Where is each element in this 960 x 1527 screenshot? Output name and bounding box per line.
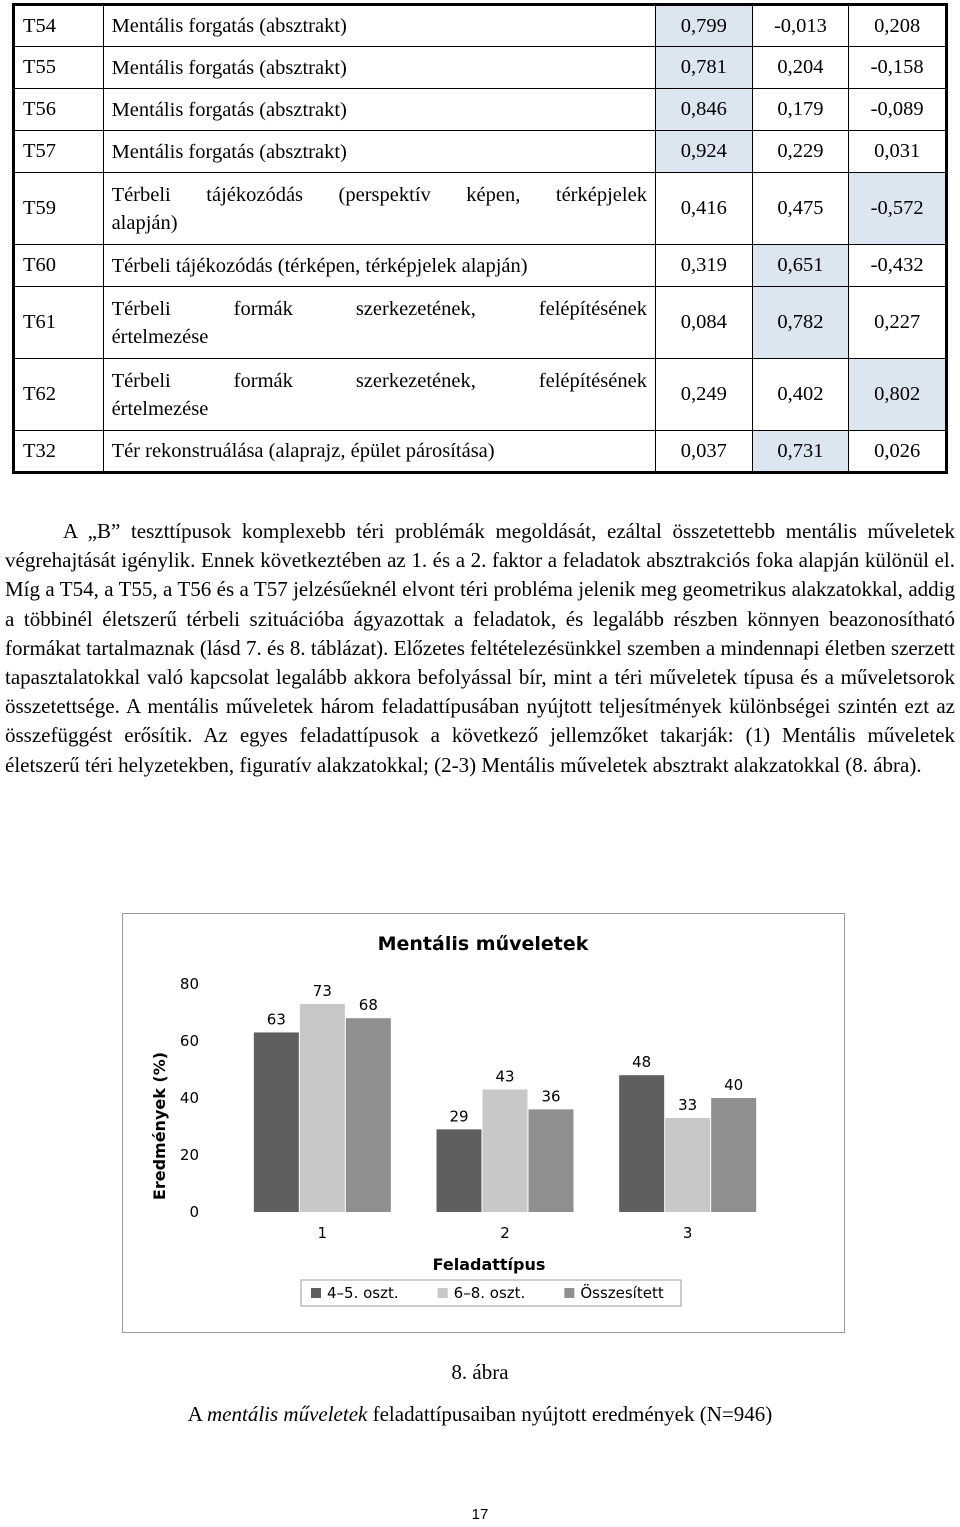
factor-loading-3: -0,158 [849, 47, 947, 89]
factor-loading-3: -0,572 [849, 173, 947, 245]
task-code: T32 [14, 431, 104, 473]
factor-loading-3: 0,208 [849, 5, 947, 47]
data-label: 33 [678, 1095, 698, 1114]
factor-loading-2: 0,731 [752, 431, 849, 473]
legend-swatch [564, 1288, 574, 1298]
caption-pre: A [187, 1402, 207, 1426]
task-description-line: értelmezése [111, 397, 209, 420]
task-code: T56 [14, 89, 104, 131]
task-description-line: értelmezése [111, 325, 209, 348]
x-axis-label: Feladattípus [432, 1255, 546, 1274]
task-description [103, 287, 655, 359]
bar-chart-svg [123, 914, 844, 1332]
data-label: 48 [632, 1053, 652, 1072]
task-description [103, 359, 655, 431]
caption-post: feladattípusaiban nyújtott eredmények (N=946) [367, 1402, 773, 1426]
table-row [14, 245, 947, 287]
table-row [14, 5, 947, 47]
bar-chart [122, 913, 845, 1333]
task-description-line: alapján) [111, 211, 178, 234]
factor-loading-2: 0,179 [752, 89, 849, 131]
table-row [14, 131, 947, 173]
task-code: T60 [14, 245, 104, 287]
legend-entry: Összesített [580, 1284, 664, 1302]
task-description [103, 245, 655, 287]
legend-swatch [438, 1288, 448, 1298]
task-description [103, 431, 655, 473]
y-tick-label: 80 [179, 975, 199, 993]
y-tick-label: 0 [189, 1203, 199, 1221]
task-code: T54 [14, 5, 104, 47]
factor-loading-2: 0,475 [752, 173, 849, 245]
data-label: 73 [312, 981, 332, 1000]
factor-loading-1: 0,037 [655, 431, 752, 473]
legend-entry: 6–8. oszt. [453, 1284, 526, 1302]
task-description [103, 131, 655, 173]
task-description [103, 47, 655, 89]
factor-loading-1: 0,416 [655, 173, 752, 245]
table-row [14, 431, 947, 473]
legend-swatch [311, 1288, 321, 1298]
caption-emphasis: mentális műveletek [207, 1402, 368, 1426]
factor-loading-1: 0,924 [655, 131, 752, 173]
bar-series-3-cat-1 [346, 1018, 391, 1212]
task-code: T55 [14, 47, 104, 89]
task-description [103, 173, 655, 245]
legend-entry: 4–5. oszt. [327, 1284, 399, 1302]
task-description-line: Térbeli formák szerkezetének, felépítésének [111, 369, 647, 392]
bar-series-2-cat-1 [300, 1004, 345, 1212]
task-description-line: Térbeli tájékozódás (térképen, térképjelek alapján) [111, 254, 528, 277]
factor-loading-3: 0,227 [849, 287, 947, 359]
data-label: 43 [495, 1067, 515, 1086]
table-row [14, 47, 947, 89]
factor-loading-2: 0,204 [752, 47, 849, 89]
task-description [103, 89, 655, 131]
factor-loading-1: 0,249 [655, 359, 752, 431]
factor-loading-3: 0,802 [849, 359, 947, 431]
task-code: T61 [14, 287, 104, 359]
x-tick-label: 1 [317, 1224, 328, 1242]
task-description-line: Térbeli formák szerkezetének, felépítésének [111, 297, 647, 320]
factor-loading-1: 0,084 [655, 287, 752, 359]
factor-loading-1: 0,846 [655, 89, 752, 131]
y-tick-label: 40 [179, 1089, 199, 1107]
factor-loading-3: 0,026 [849, 431, 947, 473]
table-row [14, 173, 947, 245]
y-axis-label: Eredmények (%) [150, 1051, 169, 1201]
bar-series-3-cat-2 [529, 1109, 574, 1212]
task-description-line: Mentális forgatás (absztrakt) [111, 98, 347, 121]
factor-loading-3: -0,432 [849, 245, 947, 287]
data-label: 63 [266, 1010, 286, 1029]
task-code: T57 [14, 131, 104, 173]
task-description-line: Mentális forgatás (absztrakt) [111, 15, 347, 37]
data-label: 68 [358, 996, 378, 1015]
y-tick-label: 20 [179, 1146, 199, 1164]
table-row [14, 359, 947, 431]
chart-title: Mentális műveletek [377, 933, 589, 955]
factor-loading-2: 0,651 [752, 245, 849, 287]
task-description [103, 5, 655, 47]
factor-loading-1: 0,781 [655, 47, 752, 89]
task-description-line: Tér rekonstruálása (alaprajz, épület párosítása) [111, 440, 495, 462]
y-tick-label: 60 [179, 1032, 199, 1050]
factor-loading-2: 0,782 [752, 287, 849, 359]
figure-number: 8. ábra [451, 1360, 509, 1384]
body-paragraph [5, 517, 955, 780]
bar-series-1-cat-1 [254, 1032, 299, 1212]
page-number: 17 [471, 1506, 489, 1523]
factor-loading-1: 0,799 [655, 5, 752, 47]
bar-series-2-cat-2 [483, 1089, 528, 1212]
factor-loading-3: -0,089 [849, 89, 947, 131]
table-row [14, 287, 947, 359]
task-description-line: Mentális forgatás (absztrakt) [111, 56, 347, 79]
factor-loading-2: 0,402 [752, 359, 849, 431]
bar-series-1-cat-2 [437, 1129, 482, 1212]
factor-loading-2: -0,013 [752, 5, 849, 47]
bar-series-1-cat-3 [619, 1075, 664, 1212]
task-description-line: Térbeli tájékozódás (perspektív képen, térképjelek [111, 183, 647, 206]
task-description-line: Mentális forgatás (absztrakt) [111, 140, 347, 163]
table-row [14, 89, 947, 131]
task-code: T59 [14, 173, 104, 245]
factor-loading-3: 0,031 [849, 131, 947, 173]
data-label: 36 [541, 1087, 561, 1106]
x-tick-label: 2 [500, 1224, 510, 1242]
figure-caption [0, 1402, 960, 1427]
data-label: 40 [724, 1076, 744, 1094]
factor-table [12, 3, 948, 474]
x-tick-label: 3 [682, 1224, 693, 1242]
bar-series-2-cat-3 [665, 1118, 710, 1212]
factor-loading-1: 0,319 [655, 245, 752, 287]
factor-loading-2: 0,229 [752, 131, 849, 173]
body-paragraph-text: A „B” teszttípusok komplexebb téri problémák megoldását, ezáltal összetettebb mentális műveletek végrehajtását igénylik. Ennek következtében az 1. és a 2. faktor a feladatok absztrakciós foka alapján különül el. Míg a T54, a T55, a T56 és a T57 jelzésűeknél elvont téri probléma jelenik meg geometrikus alakzatokkal, addig a többinél életszerű térbeli szituációba ágyazottak a feladatok, és legalább részben könnyen beazonosítható formákat tartalmaznak (lásd 7. és 8. táblázat). Előzetes feltételezésünkkel szemben a mindennapi életben szerzett tapasztalatokkal való kapcsolat legalább akkora befolyással bír, mint a téri műveletek típusa és a műveletsorok összetettsége. A mentális műveletek három feladattípusában nyújtott teljesítmények különbségei szintén ezt az összefüggést erősítik. Az egyes feladattípusok a következő jellemzőket takarják: (1) Mentális műveletek életszerű téri helyzetekben, figuratív alakzatokkal; (2-3) Mentális műveletek absztrakt alakzatokkal (8. ábra). [5, 519, 955, 777]
task-code: T62 [14, 359, 104, 431]
data-label: 29 [449, 1107, 469, 1126]
bar-series-3-cat-3 [711, 1098, 756, 1212]
